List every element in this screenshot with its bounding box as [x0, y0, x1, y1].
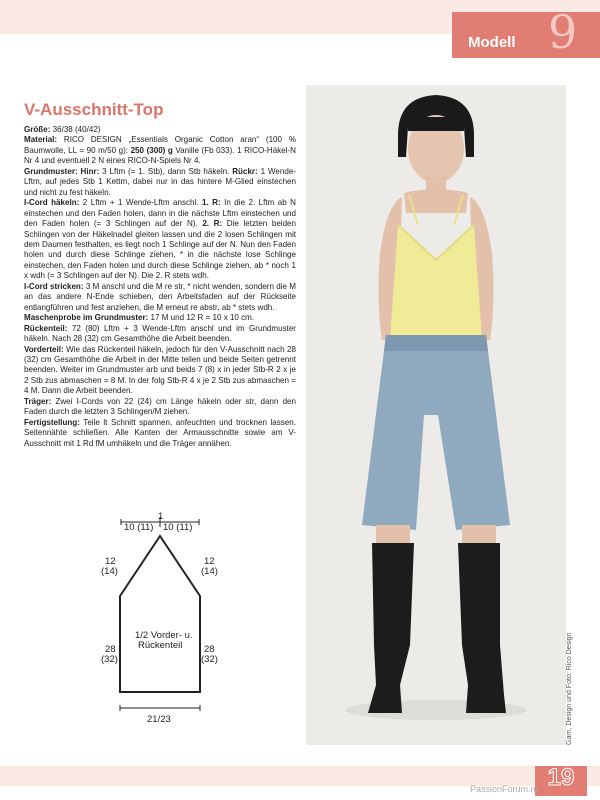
dim-left-slope: 12	[105, 556, 116, 567]
watermark: PassionForum.ru	[470, 784, 539, 794]
icord-crochet-paragraph: I-Cord häkeln: 2 Lftm + 1 Wende-Lftm anschl. 1. R: In die 2. Lftm ab N einstechen und den Faden holen, dann in die nächste Lftm einstechen und den Faden holen (= 3 Schlingen auf der N). 2. R: Die letzten beiden Schlingen von der Häkelnadel gleiten lassen und die 2 losen Schlingen mit dem Daumen festhalten, es liegt noch 1 Schlinge auf der N. Nun den Faden holen und durch diese Schlinge ziehen, * in die nächste lose Schlinge einstechen, den Faden holen und durch diese Schlinge ziehen, ab * noch 1 x wdh (= 3 Schlingen auf der N). Die 2. R stets wdh.	[24, 198, 297, 281]
gauge-paragraph: Maschenprobe im Grundmuster: 17 M und 12 R = 10 x 10 cm.	[24, 313, 255, 323]
model-number: 9	[548, 5, 578, 59]
schematic-diagram	[88, 510, 248, 725]
dim-top-left: 10 (11)	[124, 522, 154, 533]
dim-left-slope-alt: (14)	[101, 566, 118, 577]
dim-right-height-alt: (32)	[201, 654, 218, 665]
pattern-paragraph: Grundmuster: Hinr: 3 Lftm (= 1. Stb), dann Stb häkeln. Rückr: 1 Wende-Lftm, auf jedes Stb 1 Kettm, dabei nur in das hintere M-Glied einstechen und nicht zu fest häkeln.	[24, 166, 296, 197]
page-number: 19	[547, 764, 575, 791]
straps-paragraph: Träger: Zwei I-Cords von 22 (24) cm Länge häkeln oder str, dann den Faden durch die letzten 3 Schlingen/M ziehen.	[24, 396, 296, 417]
dim-left-height-alt: (32)	[101, 654, 118, 665]
dim-right-slope: 12	[204, 556, 215, 567]
instructions	[24, 125, 296, 449]
back-paragraph: Rückenteil: 72 (80) Lftm + 3 Wende-Lftm anschl und im Grundmuster häkeln. Nach 28 (32) cm Gesamthöhe die Arbeit beenden.	[24, 323, 296, 344]
dim-left-height: 28	[105, 644, 116, 655]
dim-bottom: 21/23	[147, 714, 171, 725]
dim-right-height: 28	[204, 644, 215, 655]
dim-top-right: 10 (11)	[163, 522, 193, 533]
dim-right-slope-alt: (14)	[201, 566, 218, 577]
dim-top: 1	[158, 511, 164, 522]
bottom-strip	[0, 766, 600, 786]
material-paragraph: Material: RICO DESIGN „Essentials Organic Cotton aran“ (100 % Baumwolle, LL = 90 m/50 g): 250 (300) g Vanille (Fb 033). 1 RICO-Häkel-N Nr 4 und eventuell 2 N eines RICO-N-Spiels Nr 4.	[24, 135, 296, 166]
model-photo	[306, 85, 566, 745]
model-illustration	[306, 85, 566, 745]
garment-outline	[120, 536, 200, 692]
front-paragraph: Vorderteil: Wie das Rückenteil häkeln, jedoch für den V-Ausschnitt nach 28 (32) cm Gesamthöhe die Arbeit in der Mitte teilen und beide Seiten getrennt beenden. Weiter im Grundmuster arb und beids 7 (8) x in jeder Stb-R 2 x je 2 Stb zus abmaschen = 8 M. In der folg Stb-R 4 x je 2 Stb zus abmaschen = 4 M. Dann die Arbeit beenden.	[24, 344, 296, 396]
photo-caption: Garn, Design und Foto: Rico Design	[566, 632, 573, 745]
size-paragraph: Größe: 36/38 (40/42)	[24, 125, 101, 134]
model-label: Modell	[468, 34, 516, 51]
finishing-paragraph: Fertigstellung: Teile lt Schnitt spannen, anfeuchten und trocknen lassen. Seitennähte schließen. Alle Kanten der Armausschnitte sowie am V-Ausschnitt mit 1 Rd fM umhäkeln und die Träger annähen.	[24, 417, 296, 448]
icord-knit-paragraph: I-Cord stricken: 3 M anschl und die M re str, * nicht wenden, sondern die M an das andere N-Ende schieben, den Arbeitsfaden auf der Rückseite entlangführen und fest anziehen, die M erneut re abstr, ab * stets wdh.	[24, 281, 296, 312]
piece-label: 1/2 Vorder- u.	[135, 630, 193, 641]
piece-label-2: Rückenteil	[138, 640, 183, 651]
page-title: V-Ausschnitt-Top	[24, 100, 164, 119]
